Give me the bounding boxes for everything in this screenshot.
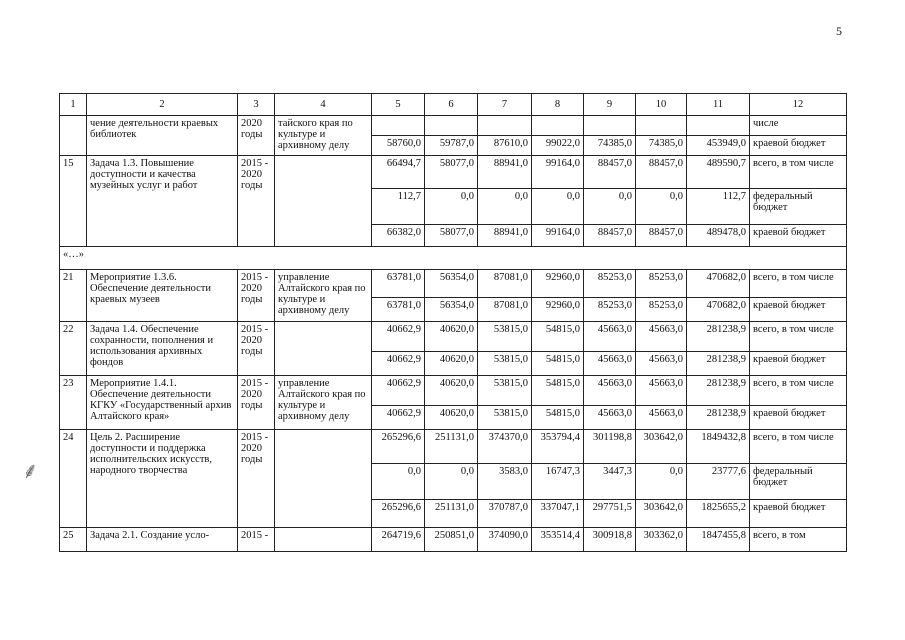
- row-number: 21: [60, 270, 87, 322]
- omission-marker: «…»: [60, 247, 847, 270]
- value-cell: 45663,0: [636, 352, 687, 376]
- value-cell: 66494,7: [372, 156, 425, 189]
- column-header: 10: [636, 94, 687, 116]
- header-row: [60, 94, 847, 116]
- column-header: 2: [87, 94, 238, 116]
- value-cell: 370787,0: [478, 500, 532, 528]
- years-cell: 2015 - 2020 годы: [238, 270, 275, 322]
- funding-source: всего, в том числе: [750, 376, 847, 406]
- value-cell: 489478,0: [687, 225, 750, 247]
- value-cell: 53815,0: [478, 322, 532, 352]
- value-cell: 1825655,2: [687, 500, 750, 528]
- value-cell: 88457,0: [584, 225, 636, 247]
- row-number: 25: [60, 528, 87, 552]
- value-cell: 87610,0: [478, 136, 532, 156]
- years-cell: 2020 годы: [238, 116, 275, 156]
- value-cell: [636, 116, 687, 136]
- value-cell: 0,0: [636, 189, 687, 225]
- value-cell: [687, 116, 750, 136]
- value-cell: 1849432,8: [687, 430, 750, 464]
- value-cell: 281238,9: [687, 376, 750, 406]
- value-cell: 112,7: [687, 189, 750, 225]
- value-cell: 40620,0: [425, 322, 478, 352]
- value-cell: 58077,0: [425, 225, 478, 247]
- executor-cell: управление Алтайского края по культуре и архивному делу: [275, 270, 372, 322]
- executor-cell: тайского края по культуре и архивному делу: [275, 116, 372, 156]
- value-cell: 56354,0: [425, 270, 478, 298]
- funding-source: краевой бюджет: [750, 136, 847, 156]
- value-cell: 59787,0: [425, 136, 478, 156]
- years-cell: 2015 - 2020 годы: [238, 156, 275, 247]
- value-cell: 374370,0: [478, 430, 532, 464]
- value-cell: 301198,8: [584, 430, 636, 464]
- value-cell: 85253,0: [584, 298, 636, 322]
- value-cell: 88457,0: [584, 156, 636, 189]
- value-cell: 0,0: [636, 464, 687, 500]
- value-cell: 85253,0: [636, 270, 687, 298]
- value-cell: 87081,0: [478, 298, 532, 322]
- value-cell: 45663,0: [584, 322, 636, 352]
- funding-source: всего, в том числе: [750, 430, 847, 464]
- value-cell: 74385,0: [636, 136, 687, 156]
- value-cell: 85253,0: [636, 298, 687, 322]
- value-cell: 353514,4: [532, 528, 584, 552]
- value-cell: 54815,0: [532, 322, 584, 352]
- column-header: 12: [750, 94, 847, 116]
- value-cell: 251131,0: [425, 500, 478, 528]
- row-number: [60, 116, 87, 156]
- years-cell: 2015 - 2020 годы: [238, 430, 275, 528]
- value-cell: 45663,0: [636, 376, 687, 406]
- value-cell: 45663,0: [584, 376, 636, 406]
- value-cell: 250851,0: [425, 528, 478, 552]
- column-header: 6: [425, 94, 478, 116]
- value-cell: 74385,0: [584, 136, 636, 156]
- value-cell: 99164,0: [532, 156, 584, 189]
- item-name: Задача 2.1. Создание усло-: [87, 528, 238, 552]
- value-cell: 63781,0: [372, 298, 425, 322]
- value-cell: 40620,0: [425, 352, 478, 376]
- value-cell: 45663,0: [584, 406, 636, 430]
- value-cell: 40662,9: [372, 376, 425, 406]
- value-cell: 453949,0: [687, 136, 750, 156]
- value-cell: 53815,0: [478, 376, 532, 406]
- value-cell: 40662,9: [372, 406, 425, 430]
- value-cell: 337047,1: [532, 500, 584, 528]
- value-cell: 281238,9: [687, 322, 750, 352]
- value-cell: 66382,0: [372, 225, 425, 247]
- column-header: 4: [275, 94, 372, 116]
- column-header: 8: [532, 94, 584, 116]
- funding-source: федеральный бюджет: [750, 189, 847, 225]
- value-cell: 87081,0: [478, 270, 532, 298]
- value-cell: 92960,0: [532, 298, 584, 322]
- value-cell: 53815,0: [478, 352, 532, 376]
- value-cell: 56354,0: [425, 298, 478, 322]
- value-cell: 374090,0: [478, 528, 532, 552]
- value-cell: 99164,0: [532, 225, 584, 247]
- table-row: [60, 322, 847, 352]
- value-cell: 16747,3: [532, 464, 584, 500]
- value-cell: [584, 116, 636, 136]
- value-cell: 470682,0: [687, 270, 750, 298]
- value-cell: 45663,0: [636, 406, 687, 430]
- value-cell: 88457,0: [636, 225, 687, 247]
- years-cell: 2015 - 2020 годы: [238, 322, 275, 376]
- column-header: 11: [687, 94, 750, 116]
- value-cell: [425, 116, 478, 136]
- column-header: 5: [372, 94, 425, 116]
- value-cell: 300918,8: [584, 528, 636, 552]
- value-cell: 54815,0: [532, 406, 584, 430]
- value-cell: 353794,4: [532, 430, 584, 464]
- item-name: Цель 2. Расширение доступности и поддержка исполнительских искусств, народного творчества: [87, 430, 238, 528]
- item-name: Задача 1.4. Обеспечение сохранности, пополнения и использования архивных фондов: [87, 322, 238, 376]
- row-number: 23: [60, 376, 87, 430]
- value-cell: 265296,6: [372, 430, 425, 464]
- value-cell: 88941,0: [478, 225, 532, 247]
- value-cell: [532, 116, 584, 136]
- funding-source: краевой бюджет: [750, 500, 847, 528]
- years-cell: 2015 - 2020 годы: [238, 376, 275, 430]
- value-cell: 23777,6: [687, 464, 750, 500]
- item-name: Мероприятие 1.4.1. Обеспечение деятельности КГКУ «Государственный архив Алтайского края»: [87, 376, 238, 430]
- value-cell: 303362,0: [636, 528, 687, 552]
- table-row: [60, 430, 847, 464]
- item-name: чение деятельности краевых библиотек: [87, 116, 238, 156]
- row-number: 24: [60, 430, 87, 528]
- value-cell: 297751,5: [584, 500, 636, 528]
- value-cell: 470682,0: [687, 298, 750, 322]
- column-header: 7: [478, 94, 532, 116]
- value-cell: 303642,0: [636, 430, 687, 464]
- value-cell: 88941,0: [478, 156, 532, 189]
- value-cell: 489590,7: [687, 156, 750, 189]
- column-header: 1: [60, 94, 87, 116]
- table-row: [60, 270, 847, 298]
- funding-source: всего, в том числе: [750, 270, 847, 298]
- value-cell: 53815,0: [478, 406, 532, 430]
- row-number: 15: [60, 156, 87, 247]
- table-row: [60, 376, 847, 406]
- column-header: 3: [238, 94, 275, 116]
- value-cell: 3583,0: [478, 464, 532, 500]
- value-cell: 251131,0: [425, 430, 478, 464]
- value-cell: 85253,0: [584, 270, 636, 298]
- years-cell: 2015 -: [238, 528, 275, 552]
- table-row: [60, 116, 847, 136]
- funding-source: всего, в том числе: [750, 322, 847, 352]
- value-cell: 3447,3: [584, 464, 636, 500]
- value-cell: 58760,0: [372, 136, 425, 156]
- budget-table: [59, 93, 847, 552]
- value-cell: 281238,9: [687, 352, 750, 376]
- value-cell: 63781,0: [372, 270, 425, 298]
- value-cell: 281238,9: [687, 406, 750, 430]
- value-cell: 0,0: [425, 464, 478, 500]
- executor-cell: [275, 322, 372, 376]
- value-cell: 58077,0: [425, 156, 478, 189]
- item-name: Задача 1.3. Повышение доступности и качества музейных услуг и работ: [87, 156, 238, 247]
- column-header: 9: [584, 94, 636, 116]
- funding-source: краевой бюджет: [750, 406, 847, 430]
- page-number: 5: [836, 24, 842, 38]
- value-cell: 99022,0: [532, 136, 584, 156]
- value-cell: 54815,0: [532, 352, 584, 376]
- value-cell: [372, 116, 425, 136]
- funding-source: всего, в том числе: [750, 156, 847, 189]
- table-row: [60, 156, 847, 189]
- value-cell: 303642,0: [636, 500, 687, 528]
- value-cell: 1847455,8: [687, 528, 750, 552]
- value-cell: 0,0: [584, 189, 636, 225]
- value-cell: 265296,6: [372, 500, 425, 528]
- table-row: [60, 528, 847, 552]
- value-cell: 0,0: [478, 189, 532, 225]
- value-cell: 54815,0: [532, 376, 584, 406]
- ellipsis-row: [60, 247, 847, 270]
- value-cell: 45663,0: [584, 352, 636, 376]
- value-cell: 40662,9: [372, 352, 425, 376]
- funding-source: краевой бюджет: [750, 225, 847, 247]
- funding-source: федеральный бюджет: [750, 464, 847, 500]
- row-number: 22: [60, 322, 87, 376]
- value-cell: [478, 116, 532, 136]
- executor-cell: [275, 528, 372, 552]
- funding-source: краевой бюджет: [750, 352, 847, 376]
- funding-source: краевой бюджет: [750, 298, 847, 322]
- value-cell: 264719,6: [372, 528, 425, 552]
- value-cell: 88457,0: [636, 156, 687, 189]
- value-cell: 92960,0: [532, 270, 584, 298]
- value-cell: 40662,9: [372, 322, 425, 352]
- value-cell: 40620,0: [425, 406, 478, 430]
- value-cell: 0,0: [372, 464, 425, 500]
- value-cell: 0,0: [425, 189, 478, 225]
- value-cell: 0,0: [532, 189, 584, 225]
- value-cell: 112,7: [372, 189, 425, 225]
- executor-cell: управление Алтайского края по культуре и архивному делу: [275, 376, 372, 430]
- executor-cell: [275, 156, 372, 247]
- value-cell: 45663,0: [636, 322, 687, 352]
- funding-source: числе: [750, 116, 847, 136]
- margin-scribble: ⸙: [22, 458, 39, 483]
- funding-source: всего, в том: [750, 528, 847, 552]
- value-cell: 40620,0: [425, 376, 478, 406]
- executor-cell: [275, 430, 372, 528]
- item-name: Мероприятие 1.3.6. Обеспечение деятельности краевых музеев: [87, 270, 238, 322]
